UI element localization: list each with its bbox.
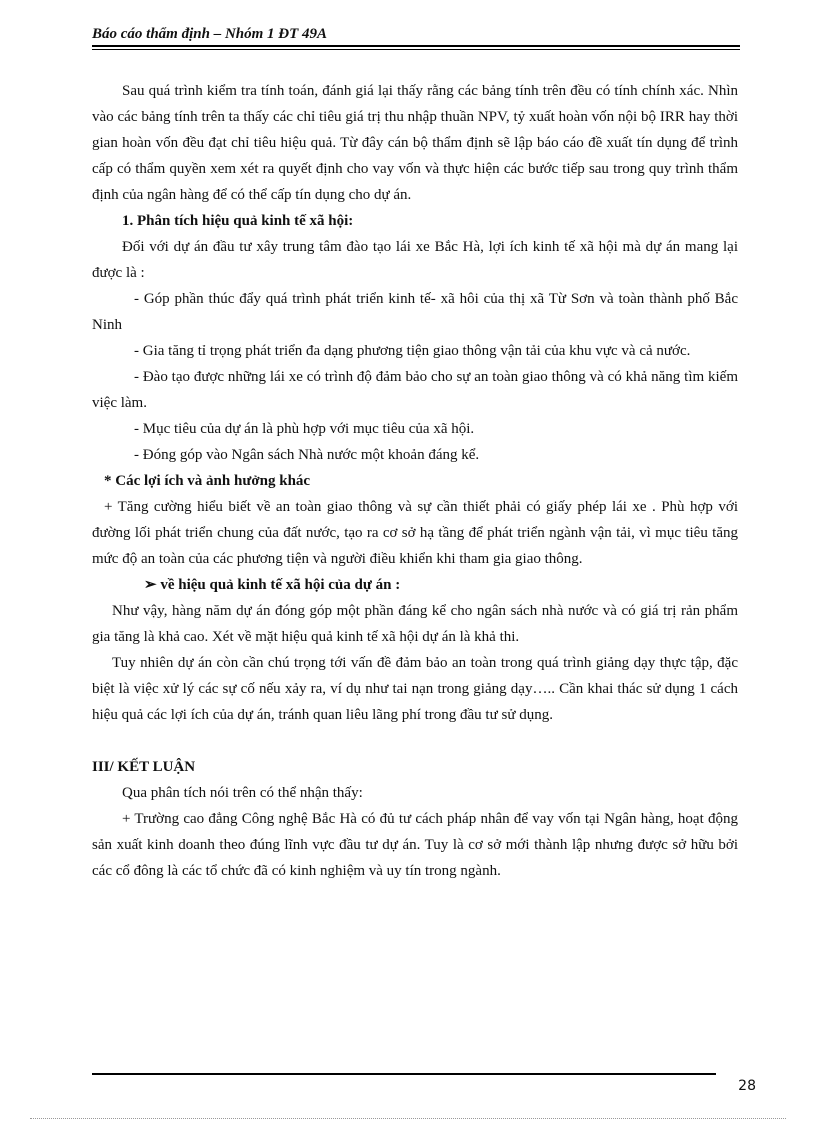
- bullet-budget: - Đóng góp vào Ngân sách Nhà nước một khoản đáng kể.: [134, 447, 480, 463]
- page-number: 28: [738, 1078, 756, 1094]
- bullet-social-goal: - Mục tiêu của dự án là phù hợp với mục tiêu của xã hội.: [134, 421, 475, 437]
- spacer: [92, 728, 738, 754]
- paragraph-efficiency: Như vậy, hàng năm dự án đóng góp một phần đáng kể cho ngân sách nhà nước và có giá trị rản phẩm gia tăng là khả cao. Xét về mặt hiệu quả kinh tế xã hội dự án là khả thi.: [92, 603, 738, 645]
- heading-conclusion: III/ KẾT LUẬN: [92, 759, 196, 775]
- footer-rule: [92, 1073, 716, 1075]
- page-header: Báo cáo thẩm định – Nhóm 1 ĐT 49A: [92, 26, 328, 42]
- bullet-transport: - Gia tăng tỉ trọng phát triển đa dạng phương tiện giao thông vận tải của khu vực và cả nước.: [134, 343, 691, 359]
- page-edge-dotted-line: [30, 1118, 786, 1119]
- bullet-driver-training: - Đào tạo được những lái xe có trình độ đảm bảo cho sự an toàn giao thông và có khả năng tìm kiếm việc làm.: [92, 369, 738, 411]
- header-rule-thick: [92, 45, 740, 47]
- bullet-economic-growth: - Góp phần thúc đẩy quá trình phát triển kinh tế- xã hôi của thị xã Từ Sơn và toàn thành phố Bắc Ninh: [92, 291, 738, 333]
- paragraph-safety: Tuy nhiên dự án còn cần chú trọng tới vấn đề đảm bảo an toàn trong quá trình giảng dạy thực tập, đặc biệt là việc xử lý các sự cố nếu xảy ra, ví dụ như tai nạn trong giảng dạy….. Cần khai thác sử dụng 1 cách hiệu quả các lợi ích của dự án, tránh quan liêu lãng phí trong đầu tư sử dụng.: [92, 655, 738, 723]
- paragraph-benefits-intro: Đối với dự án đầu tư xây trung tâm đào tạo lái xe Bắc Hà, lợi ích kinh tế xã hội mà dự án mang lại được là :: [92, 239, 738, 281]
- paragraph-conclusion-intro: Qua phân tích nói trên có thể nhận thấy:: [122, 785, 363, 801]
- document-body: [92, 78, 738, 884]
- heading-efficiency: ➢ về hiệu quả kinh tế xã hội của dự án :: [144, 577, 401, 593]
- heading-socioeconomic: 1. Phân tích hiệu quả kinh tế xã hội:: [122, 213, 354, 229]
- header-rule-thin: [92, 49, 740, 50]
- paragraph-summary: Sau quá trình kiểm tra tính toán, đánh giá lại thấy rằng các bảng tính trên đều có tính chính xác. Nhìn vào các bảng tính trên ta thấy các chỉ tiêu giá trị thu nhập thuần NPV, tỷ xuất hoàn vốn nội bộ IRR hay thời gian hoàn vốn đều đạt chỉ tiêu hiệu quả. Từ đây cán bộ thẩm định sẽ lập báo cáo đề xuất tín dụng để trình cấp có thẩm quyền xem xét ra quyết định cho vay vốn và thực hiện các bước tiếp sau trong quy trình thẩm định của ngân hàng để có thể cấp tín dụng cho dự án.: [92, 83, 738, 203]
- paragraph-traffic-awareness: + Tăng cường hiểu biết về an toàn giao thông và sự cần thiết phải có giấy phép lái xe . Phù hợp với đường lối phát triển chung của đất nước, tạo ra cơ sở hạ tầng để phát triển ngành vận tải, vì mục tiêu tăng mức độ an toàn của các phương tiện và người điều khiển khi tham gia giao thông.: [92, 499, 738, 567]
- heading-other-benefits: * Các lợi ích và ảnh hưởng khác: [104, 473, 311, 489]
- paragraph-conclusion-legal: + Trường cao đẳng Công nghệ Bắc Hà có đủ tư cách pháp nhân để vay vốn tại Ngân hàng, hoạt động sản xuất kinh doanh theo đúng lĩnh vực đầu tư dự án. Tuy là cơ sở mới thành lập nhưng được sở hữu bởi các cổ đông là các tổ chức đã có kinh nghiệm và uy tín trong ngành.: [92, 811, 738, 879]
